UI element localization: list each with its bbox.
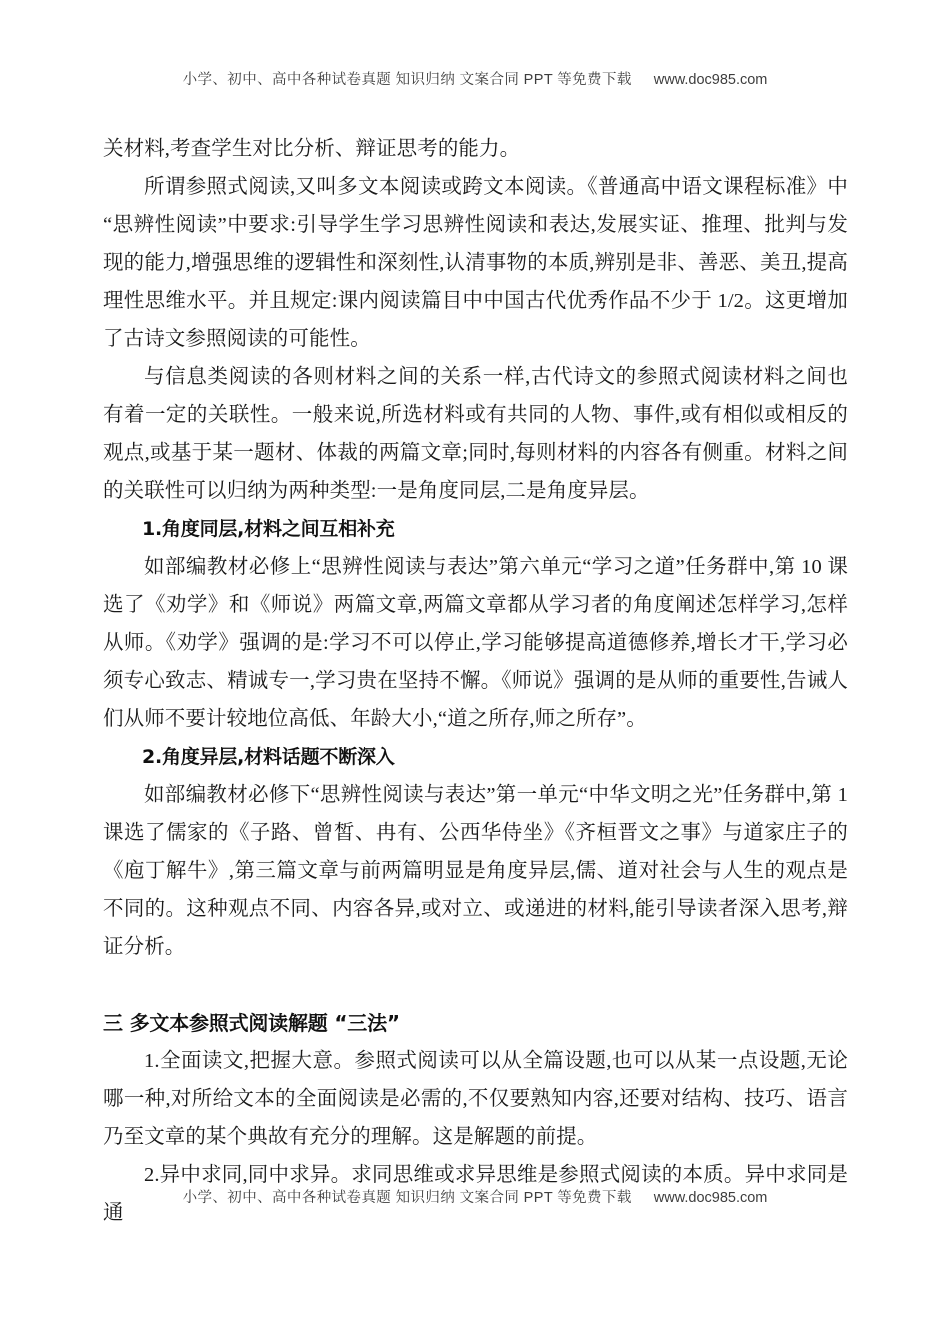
section-gap — [103, 966, 848, 1004]
paragraph-relevance: 与信息类阅读的各则材料之间的关系一样,古代诗文的参照式阅读材料之间也有着一定的关联性。一般来说,所选材料或有共同的人物、事件,或有相似或相反的观点,或基于某一题材、体裁的两篇文章;同时,每则材料的内容各有侧重。材料之间的关联性可以归纳为两种类型:一是角度同层,二是角度异层。 — [103, 366, 848, 502]
paragraph-method-one: 1.全面读文,把握大意。参照式阅读可以从全篇设题,也可以从某一点设题,无论哪一种,对所给文本的全面阅读是必需的,不仅要熟知内容,还要对结构、技巧、语言乃至文章的某个典故有充分的理解。这是解题的前提。 — [103, 1050, 848, 1148]
header-watermark-text: 小学、初中、高中各种试卷真题 知识归纳 文案合同 PPT 等免费下载 — [182, 72, 632, 88]
paragraph-continued: 关材料,考查学生对比分析、辩证思考的能力。 — [103, 138, 521, 160]
footer-watermark-url: www.doc985.com — [653, 1190, 768, 1206]
paragraph-definition: 所谓参照式阅读,又叫多文本阅读或跨文本阅读。《普通高中语文课程标准》中“思辨性阅读”中要求:引导学生学习思辨性阅读和表达,发展实证、推理、批判与发现的能力,增强思维的逻辑性和深刻性,认清事物的本质,辨别是非、善恶、美丑,提高理性思维水平。并且规定:课内阅读篇目中中国古代优秀作品不少于 1/2。这更增加了古诗文参照阅读的可能性。 — [103, 176, 848, 350]
subheading-same-angle: 1.角度同层,材料之间互相补充 — [141, 518, 395, 540]
section-heading-three-methods: 三 多文本参照式阅读解题 “三法” — [103, 1011, 400, 1035]
paragraph-different-angle-example: 如部编教材必修下“思辨性阅读与表达”第一单元“中华文明之光”任务群中,第 1 课选了儒家的《子路、曾皙、冉有、公西华侍坐》《齐桓晋文之事》与道家庄子的《庖丁解牛》,第三篇文章与前两篇明显是角度异层,儒、道对社会与人生的观点是不同的。这种观点不同、内容各异,或对立、或递进的材料,能引导读者深入思考,辩证分析。 — [103, 784, 848, 958]
paragraph-same-angle-example: 如部编教材必修上“思辨性阅读与表达”第六单元“学习之道”任务群中,第 10 课选了《劝学》和《师说》两篇文章,两篇文章都从学习者的角度阐述怎样学习,怎样从师。《劝学》强调的是:学习不可以停止,学习能够提高道德修养,增长才干,学习必须专心致志、精诚专一,学习贵在坚持不懈。《师说》强调的是从师的重要性,告诫人们从师不要计较地位高低、年龄大小,“道之所存,师之所存”。 — [103, 556, 848, 730]
footer-watermark-text: 小学、初中、高中各种试卷真题 知识归纳 文案合同 PPT 等免费下载 — [182, 1190, 632, 1206]
header-watermark — [0, 68, 950, 89]
paragraph-method-two: 2.异中求同,同中求异。求同思维或求异思维是参照式阅读的本质。异中求同是通 — [103, 1164, 848, 1224]
header-watermark-url: www.doc985.com — [653, 72, 768, 88]
subheading-different-angle: 2.角度异层,材料话题不断深入 — [141, 746, 395, 768]
document-body — [103, 130, 848, 1232]
footer-watermark — [0, 1186, 950, 1207]
